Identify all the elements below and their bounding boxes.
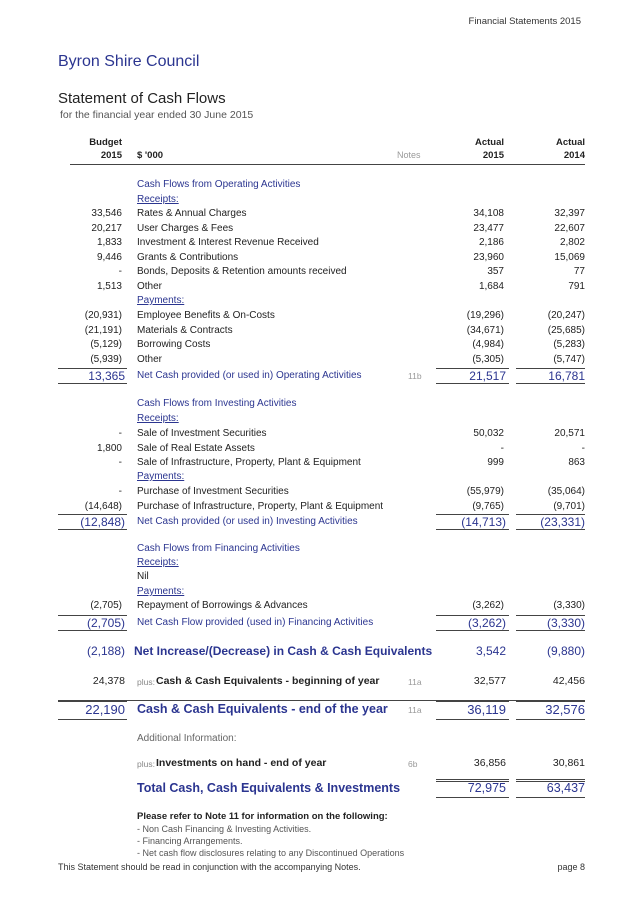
budget-cell: - (118, 457, 122, 468)
actual-2014-cell: 77 (573, 266, 585, 277)
footer-note: This Statement should be read in conjunction with the accompanying Notes. (58, 862, 361, 872)
description-cell: Investment & Interest Revenue Received (137, 237, 319, 248)
col-actual-2014: Actual (555, 137, 585, 148)
description-cell: Sale of Real Estate Assets (137, 442, 255, 454)
table-row (0, 443, 637, 457)
description-cell: Sale of Infrastructure, Property, Plant & Equipment (137, 457, 361, 468)
description-cell: Bonds, Deposits & Retention amounts received (137, 266, 347, 277)
budget-cell: (14,648) (84, 500, 122, 512)
grand-total-row: Total Cash, Cash Equivalents & Investments 72,975 63,437 (137, 781, 585, 795)
description-cell: Purchase of Investment Securities (137, 486, 289, 497)
section-heading: Cash Flows from Operating Activities (137, 179, 301, 190)
actual-2014-cell: - (581, 442, 585, 454)
actual-2014-cell: 32,397 (554, 208, 585, 219)
actual-2014-cell: (5,747) (553, 353, 585, 365)
header-rule (70, 164, 585, 165)
actual-2015-cell: (4,984) (472, 339, 504, 350)
actual-2015-cell: 999 (487, 457, 504, 468)
actual-2015-cell: (55,979) (466, 486, 504, 497)
table-row (0, 237, 637, 251)
description-cell: Materials & Contracts (137, 324, 233, 336)
refer-title: Please refer to Note 11 for information on the following: (137, 811, 388, 822)
table-row (0, 428, 637, 442)
actual-2015-cell: (9,765) (472, 500, 504, 512)
nil-row: Nil (137, 571, 149, 582)
description-cell: Borrowing Costs (137, 339, 211, 350)
table-row (0, 457, 637, 471)
investing-total: (12,848) Net Cash provided (or used in) Investing Activities (14,713) (23,331) (80, 515, 585, 529)
organisation-name: Byron Shire Council (58, 53, 200, 70)
actual-2014-cell: (35,064) (547, 486, 585, 497)
subheading: Payments: (137, 586, 185, 597)
description-cell: Employee Benefits & On-Costs (137, 310, 275, 321)
budget-cell: 33,546 (91, 208, 122, 219)
subheading: Payments: (137, 471, 185, 482)
actual-2015-cell: 23,477 (473, 222, 504, 234)
actual-2014-cell: (9,701) (553, 500, 585, 512)
table-row (0, 354, 637, 368)
budget-cell: - (118, 266, 122, 277)
description-cell: User Charges & Fees (137, 222, 234, 234)
col-actual-2014-year: 2014 (563, 150, 585, 161)
actual-2015-cell: 23,960 (473, 251, 504, 263)
budget-cell: - (118, 428, 122, 439)
actual-2014-cell: (20,247) (547, 310, 585, 321)
actual-2014-cell: 2,802 (559, 237, 585, 248)
document-header: Financial Statements 2015 (468, 16, 581, 27)
financing-total: (2,705) Net Cash Flow provided (used in) Financing Activities (3,262) (3,330) (86, 616, 585, 630)
actual-2015-cell: (19,296) (466, 310, 504, 321)
page-number: page 8 (557, 862, 585, 872)
budget-cell: (2,705) (90, 600, 122, 611)
description-cell: Grants & Contributions (137, 251, 239, 263)
actual-2014-cell: 791 (568, 280, 585, 292)
actual-2014-cell: (5,283) (553, 339, 585, 350)
subheading: Receipts: (137, 557, 179, 568)
budget-cell: - (118, 486, 122, 497)
description-cell: Other (137, 280, 163, 292)
table-row (0, 266, 637, 280)
col-budget-year: 2015 (100, 150, 122, 161)
table-row (0, 501, 637, 515)
actual-2015-cell: 50,032 (473, 428, 504, 439)
beginning-row: 24,378 plus: Cash & Cash Equivalents - beginning of year 11a 32,577 42,456 (92, 675, 585, 687)
grand-rule (516, 779, 585, 780)
actual-2014-cell: (3,330) (553, 600, 585, 611)
table-row (0, 310, 637, 324)
description-cell: Purchase of Infrastructure, Property, Plant & Equipment (137, 500, 384, 512)
table-row (0, 325, 637, 339)
investments-row: plus: Investments on hand - end of year 6b 36,856 30,861 (137, 757, 585, 769)
actual-2014-cell: 15,069 (554, 251, 585, 263)
table-row (0, 208, 637, 222)
subheading: Receipts: (137, 194, 179, 205)
actual-2015-cell: (3,262) (472, 600, 504, 611)
actual-2015-cell: 2,186 (478, 237, 504, 248)
actual-2015-cell: 357 (487, 266, 504, 277)
refer-item: - Financing Arrangements. (137, 836, 243, 846)
net-change-row: (2,188) Net Increase/(Decrease) in Cash & Cash Equivalents 3,542 (9,880) (86, 644, 585, 658)
col-actual-2015: Actual (474, 137, 504, 148)
budget-cell: (20,931) (84, 310, 122, 321)
budget-cell: 20,217 (91, 222, 122, 234)
page-title: Statement of Cash Flows (58, 90, 226, 107)
budget-cell: (5,939) (90, 353, 122, 365)
description-cell: Repayment of Borrowings & Advances (137, 600, 308, 611)
actual-2014-cell: 20,571 (554, 428, 585, 439)
table-row (0, 252, 637, 266)
col-units: $ '000 (137, 150, 164, 161)
refer-item: - Net cash flow disclosures relating to any Discontinued Operations (137, 848, 405, 858)
actual-2014-cell: (25,685) (547, 324, 585, 336)
description-cell: Rates & Annual Charges (137, 208, 247, 219)
additional-info: Additional Information: (137, 733, 237, 744)
subheading: Payments: (137, 295, 185, 306)
actual-2015-cell: 34,108 (473, 208, 504, 219)
description-cell: Sale of Investment Securities (137, 428, 267, 439)
table-row (0, 600, 637, 614)
actual-2015-cell: (5,305) (472, 353, 504, 365)
grand-rule (436, 779, 509, 780)
col-actual-2015-year: 2015 (482, 150, 504, 161)
refer-item: - Non Cash Financing & Investing Activities. (137, 824, 312, 834)
actual-2015-cell: - (500, 442, 504, 454)
col-notes: Notes (397, 150, 421, 160)
page-subtitle: for the financial year ended 30 June 2015 (60, 109, 254, 121)
budget-cell: (21,191) (84, 324, 122, 336)
subheading: Receipts: (137, 413, 179, 424)
actual-2014-cell: 22,607 (554, 222, 585, 234)
table-row (0, 486, 637, 500)
budget-cell: 1,800 (96, 442, 122, 454)
section-heading: Cash Flows from Financing Activities (137, 543, 300, 554)
actual-2015-cell: 1,684 (478, 280, 504, 292)
table-row (0, 339, 637, 353)
table-row (0, 281, 637, 295)
budget-cell: (5,129) (90, 339, 122, 350)
section-heading: Cash Flows from Investing Activities (137, 398, 297, 409)
description-cell: Other (137, 353, 163, 365)
col-budget: Budget (89, 137, 122, 148)
end-of-year-row: 22,190 Cash & Cash Equivalents - end of the year 11a 36,119 32,576 (85, 702, 585, 717)
budget-cell: 9,446 (96, 251, 122, 263)
budget-cell: 1,833 (96, 237, 122, 248)
actual-2015-cell: (34,671) (466, 324, 504, 336)
actual-2014-cell: 863 (568, 457, 585, 468)
table-row (0, 223, 637, 237)
operating-total: 13,365 Net Cash provided (or used in) Operating Activities 11b 21,517 16,781 (88, 369, 585, 383)
budget-cell: 1,513 (96, 280, 122, 292)
